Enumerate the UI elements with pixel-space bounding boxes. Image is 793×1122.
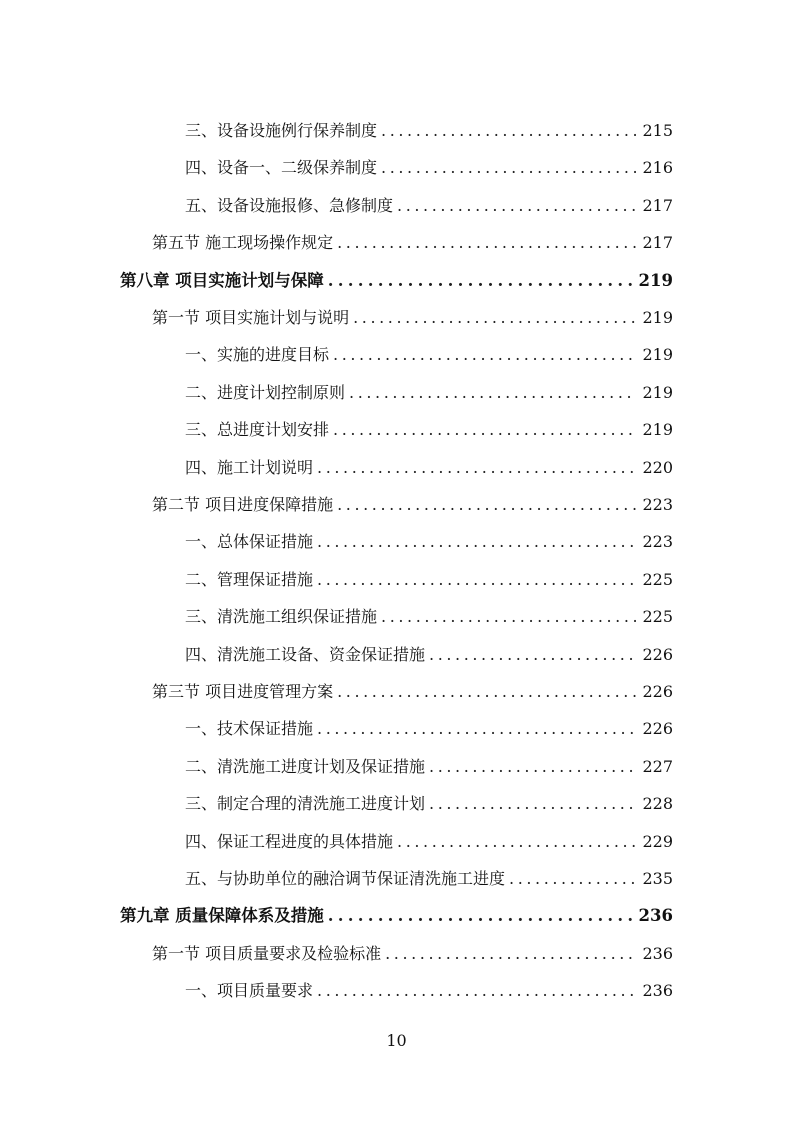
- toc-entry-page: 227: [642, 756, 673, 776]
- toc-item-entry[interactable]: [185, 979, 673, 1003]
- toc-item-entry[interactable]: [185, 119, 673, 143]
- toc-entry-page: 219: [642, 420, 673, 440]
- dot-leader: [317, 568, 636, 592]
- toc-entry-title: 三、设备设施例行保养制度: [185, 121, 378, 140]
- toc-entry-page: 228: [642, 794, 673, 814]
- toc-entry-page: 217: [642, 195, 673, 215]
- toc-entry-title: 二、管理保证措施: [185, 569, 314, 589]
- toc-item-entry[interactable]: [185, 194, 673, 218]
- toc-entry-page: 219: [642, 308, 673, 327]
- page-number: 10: [386, 1031, 407, 1050]
- toc-section-entry[interactable]: [152, 493, 673, 517]
- toc-item-entry[interactable]: [185, 643, 673, 667]
- toc-entry-title: 第九章 质量保障体系及措施: [120, 906, 324, 926]
- dot-leader: [317, 979, 636, 1003]
- dot-leader: [337, 231, 636, 255]
- dot-leader: [328, 904, 633, 928]
- toc-entry-title: 第一节 项目实施计划与说明: [152, 308, 350, 327]
- toc-entry-page: 220: [642, 457, 673, 477]
- toc-item-entry[interactable]: [185, 867, 673, 891]
- dot-leader: [385, 942, 636, 966]
- toc-entry-page: 236: [638, 906, 673, 926]
- toc-entry-title: 四、设备一、二级保养制度: [185, 158, 378, 178]
- toc-entry-title: 一、技术保证措施: [185, 719, 314, 739]
- toc-entry-title: 二、清洗施工进度计划及保证措施: [185, 756, 426, 776]
- toc-entry-title: 三、制定合理的清洗施工进度计划: [185, 794, 426, 814]
- toc-entry-page: 216: [642, 158, 673, 178]
- dot-leader: [333, 343, 636, 367]
- toc-entry-page: 226: [642, 644, 673, 664]
- toc-item-entry[interactable]: [185, 605, 673, 629]
- toc-chapter-entry[interactable]: [120, 904, 673, 928]
- toc-section-entry[interactable]: [152, 306, 673, 330]
- toc-entry-page: 219: [638, 270, 673, 290]
- dot-leader: [429, 755, 636, 779]
- toc-entry-title: 一、实施的进度目标: [185, 345, 330, 365]
- toc-entry-page: 226: [642, 719, 673, 739]
- toc-entry-page: 215: [642, 121, 673, 140]
- toc-item-entry[interactable]: [185, 717, 673, 741]
- toc-item-entry[interactable]: [185, 755, 673, 779]
- dot-leader: [397, 194, 636, 218]
- toc-item-entry[interactable]: [185, 830, 673, 854]
- dot-leader: [397, 830, 636, 854]
- toc-item-entry[interactable]: [185, 792, 673, 816]
- dot-leader: [381, 605, 636, 629]
- dot-leader: [381, 156, 636, 180]
- toc-entry-page: 219: [642, 345, 673, 365]
- toc-entry-title: 第五节 施工现场操作规定: [152, 233, 334, 253]
- dot-leader: [349, 381, 636, 405]
- dot-leader: [353, 306, 636, 330]
- toc-entry-page: 236: [642, 943, 673, 963]
- toc-entry-title: 四、保证工程进度的具体措施: [185, 831, 394, 851]
- toc-entry-page: 229: [642, 831, 673, 851]
- toc-section-entry[interactable]: [152, 942, 673, 966]
- dot-leader: [429, 792, 636, 816]
- dot-leader: [317, 717, 636, 741]
- dot-leader: [337, 680, 636, 704]
- toc-item-entry[interactable]: [185, 568, 673, 592]
- toc-section-entry[interactable]: [152, 680, 673, 704]
- toc-entry-page: 223: [642, 495, 673, 514]
- toc-entry-title: 第二节 项目进度保障措施: [152, 495, 334, 514]
- toc-chapter-entry[interactable]: [120, 269, 673, 293]
- toc-entry-title: 五、与协助单位的融洽调节保证清洗施工进度: [185, 869, 506, 888]
- toc-item-entry[interactable]: [185, 418, 673, 442]
- dot-leader: [337, 493, 636, 517]
- dot-leader: [509, 867, 636, 891]
- dot-leader: [333, 418, 636, 442]
- toc-entry-page: 225: [642, 569, 673, 589]
- toc-entry-page: 217: [642, 233, 673, 253]
- toc-entry-title: 第三节 项目进度管理方案: [152, 682, 334, 701]
- toc-entry-title: 一、项目质量要求: [185, 981, 314, 1001]
- toc-entry-page: 226: [642, 682, 673, 701]
- toc-entry-title: 一、总体保证措施: [185, 532, 314, 552]
- toc-entry-title: 第八章 项目实施计划与保障: [120, 270, 324, 290]
- toc-item-entry[interactable]: [185, 530, 673, 554]
- toc-entry-page: 219: [642, 382, 673, 402]
- toc-entry-page: 225: [642, 607, 673, 627]
- toc-entry-title: 四、施工计划说明: [185, 457, 314, 477]
- toc-entry-title: 二、进度计划控制原则: [185, 382, 346, 402]
- toc-entry-title: 三、清洗施工组织保证措施: [185, 607, 378, 627]
- toc-item-entry[interactable]: [185, 381, 673, 405]
- toc-entry-page: 236: [642, 981, 673, 1001]
- dot-leader: [317, 456, 636, 480]
- dot-leader: [429, 643, 636, 667]
- toc-entry-title: 五、设备设施报修、急修制度: [185, 195, 394, 215]
- toc-section-entry[interactable]: [152, 231, 673, 255]
- dot-leader: [381, 119, 636, 143]
- toc-entry-page: 223: [642, 532, 673, 552]
- toc-entry-title: 第一节 项目质量要求及检验标准: [152, 943, 382, 963]
- toc-entry-page: 235: [642, 869, 673, 888]
- toc-entry-title: 三、总进度计划安排: [185, 420, 330, 440]
- toc-item-entry[interactable]: [185, 343, 673, 367]
- dot-leader: [317, 530, 636, 554]
- toc-item-entry[interactable]: [185, 456, 673, 480]
- toc-entry-title: 四、清洗施工设备、资金保证措施: [185, 644, 426, 664]
- dot-leader: [328, 269, 633, 293]
- toc-item-entry[interactable]: [185, 156, 673, 180]
